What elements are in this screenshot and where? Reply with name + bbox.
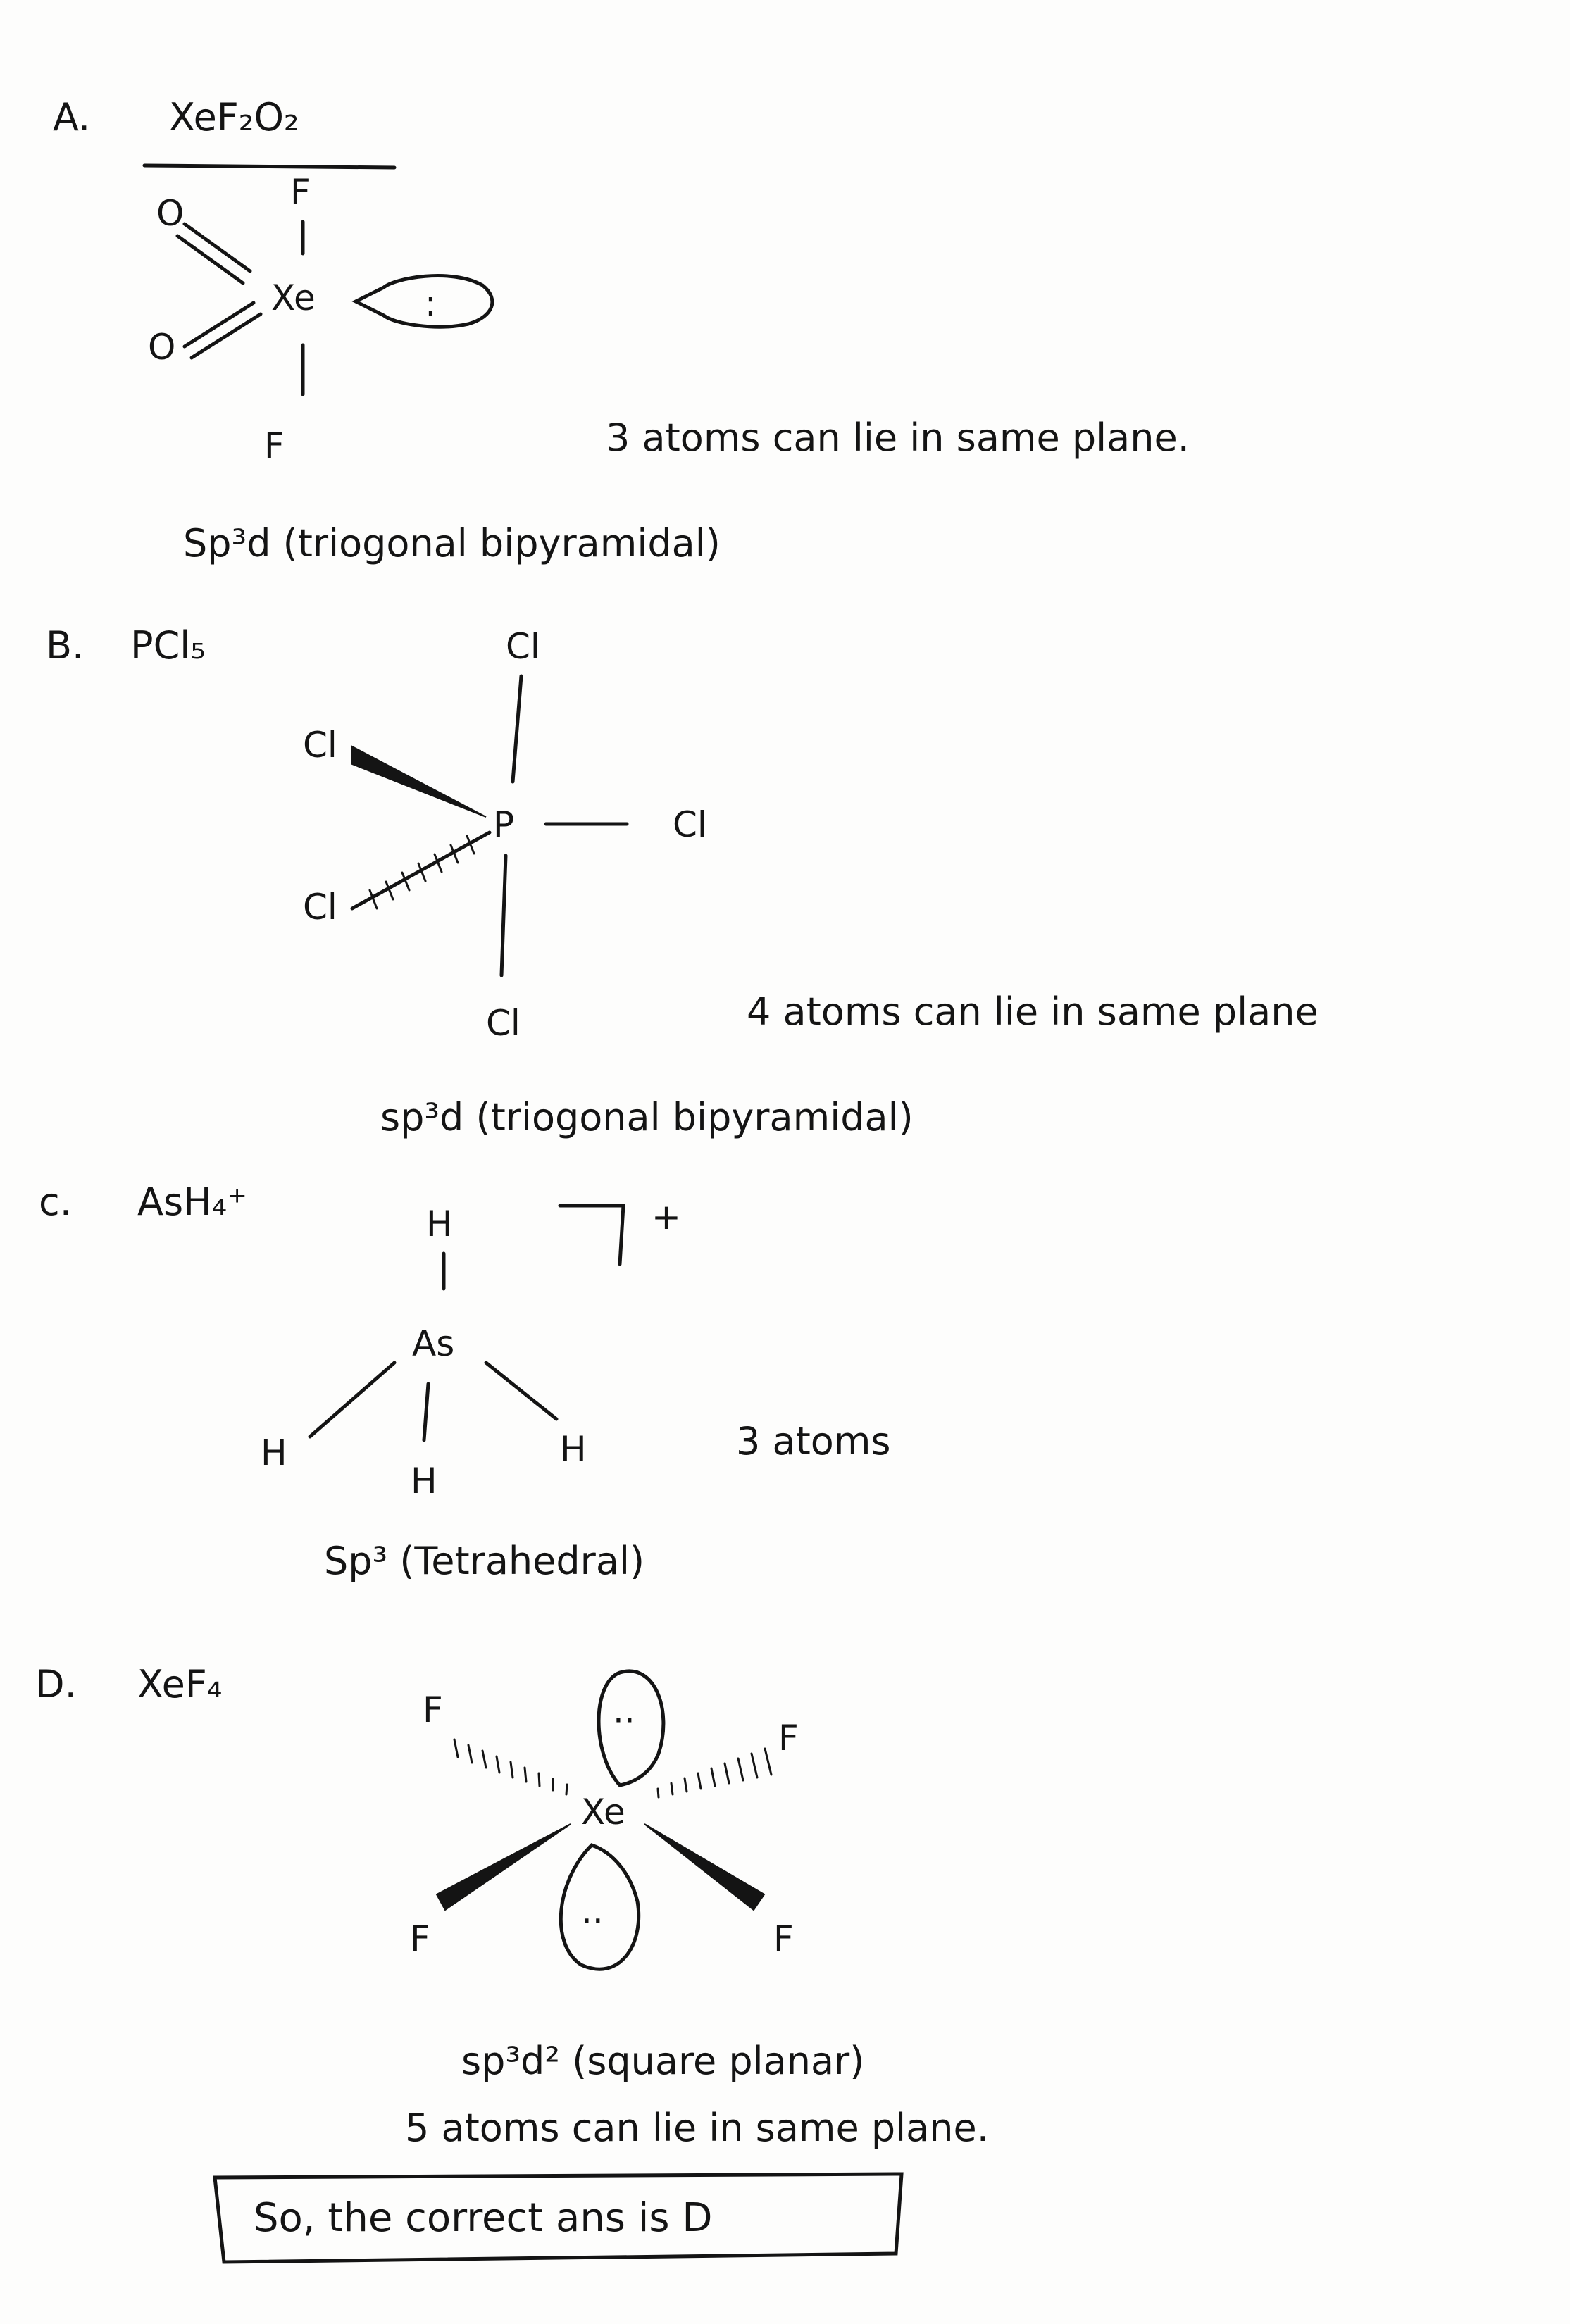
xef2o2-atom-o2: O (148, 327, 176, 368)
section-a-note: 3 atoms can lie in same plane. (606, 416, 1190, 460)
section-c (39, 1180, 891, 1583)
section-a-label: A. (53, 95, 91, 139)
section-d (35, 1662, 989, 2150)
section-b-note: 4 atoms can lie in same plane (747, 989, 1319, 1034)
pcl5-atom-right: Cl (673, 804, 707, 845)
xef4-wedge-bond-right (644, 1824, 764, 1910)
ash4-bond-right (486, 1363, 556, 1419)
section-c-hybridization: Sp³ (Tetrahedral) (324, 1539, 645, 1583)
xef4-lone-pair-bottom: ·· (581, 1901, 604, 1942)
section-a (53, 95, 1190, 566)
xef2o2-atom-bottom: F (264, 425, 285, 466)
pcl5-atom-wedge-left: Cl (303, 725, 337, 766)
ash4-atom-center: As (412, 1323, 455, 1364)
xef4-hashed-bond-left (454, 1739, 567, 1794)
ash4-atom-left: H (261, 1432, 287, 1473)
pcl5-bond-bottom (501, 856, 506, 975)
section-d-formula: XeF₄ (137, 1662, 223, 1706)
pcl5-wedge-bond (352, 746, 486, 817)
ash4-bracket (560, 1206, 623, 1264)
section-c-formula: AsH₄⁺ (137, 1180, 247, 1224)
section-d-hybridization: sp³d² (square planar) (461, 2039, 865, 2083)
ash4-bond-bottom (424, 1384, 428, 1440)
pcl5-bond-top (513, 676, 521, 782)
ash4-charge: + (652, 1197, 681, 1237)
section-b-label: B. (46, 623, 85, 668)
ash4-atom-top: H (426, 1204, 453, 1244)
xef4-atom-bottom-right: F (773, 1918, 794, 1959)
section-b-formula: PCl₅ (130, 623, 206, 668)
section-a-formula: XeF₂O₂ (169, 95, 299, 139)
section-b-hybridization: sp³d (triogonal bipyramidal) (380, 1095, 914, 1139)
pcl5-atom-bottom: Cl (486, 1003, 521, 1044)
section-a-underline (144, 165, 394, 168)
xef2o2-lone-pair: : (425, 283, 437, 324)
section-d-label: D. (35, 1662, 77, 1706)
xef2o2-atom-top: F (290, 172, 311, 213)
xef4-hashed-bond-right (658, 1749, 771, 1797)
section-d-note: 5 atoms can lie in same plane. (405, 2106, 989, 2150)
answer-text: So, the correct ans is D (254, 2195, 713, 2241)
xef4-atom-bottom-left: F (410, 1918, 430, 1959)
section-b (46, 623, 1319, 1139)
xef4-atom-top-right: F (778, 1718, 799, 1758)
pcl5-atom-top: Cl (506, 626, 540, 667)
pcl5-atom-hash-left: Cl (303, 887, 337, 927)
xef2o2-atom-o1: O (156, 193, 185, 234)
pcl5-hashed-bond (352, 832, 490, 908)
pcl5-atom-center: P (493, 804, 515, 845)
section-c-note: 3 atoms (736, 1419, 891, 1463)
xef2o2-lone-pair-lobe (356, 276, 492, 327)
xef4-atom-top-left: F (423, 1689, 443, 1730)
ash4-bond-left (310, 1363, 394, 1437)
section-a-hybridization: Sp³d (triogonal bipyramidal) (183, 521, 721, 566)
ash4-atom-right: H (560, 1429, 587, 1470)
answer-box (215, 2174, 902, 2262)
xef4-lone-pair-top: ·· (613, 1700, 635, 1741)
ash4-atom-bottom: H (411, 1461, 437, 1501)
xef2o2-atom-center: Xe (271, 277, 316, 318)
xef4-atom-center: Xe (581, 1792, 625, 1832)
section-c-label: c. (39, 1180, 72, 1224)
xef4-wedge-bond-left (437, 1824, 571, 1910)
